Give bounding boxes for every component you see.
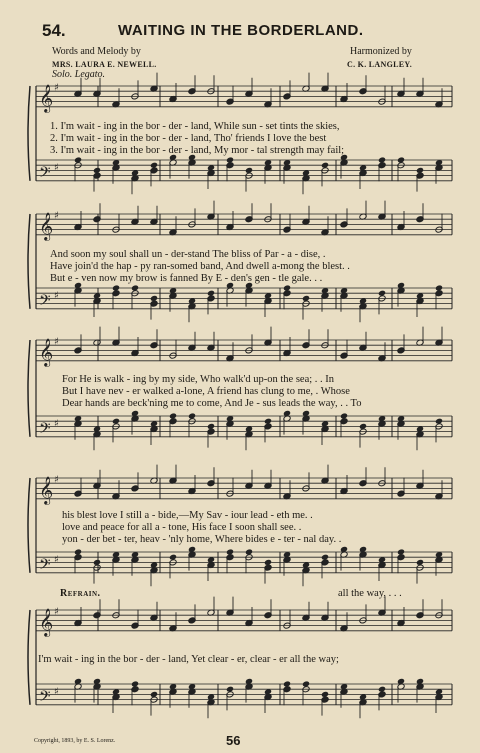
svg-text:𝄞: 𝄞 <box>39 337 54 366</box>
svg-text:𝄞: 𝄞 <box>39 475 54 504</box>
lyric-line: But I have nev - er walked a-lone, A friend has clung to me, . Whose <box>62 386 350 397</box>
svg-text:♯: ♯ <box>54 418 59 430</box>
lyric-line: 1. I'm wait - ing in the bor - der - land, While sun - set tints the skies, <box>50 121 340 132</box>
svg-text:♯: ♯ <box>54 554 59 566</box>
svg-text:♯: ♯ <box>54 686 59 698</box>
refrain-label: Refrain. <box>60 588 101 599</box>
author-name: MRS. LAURA E. NEWELL. <box>52 60 157 69</box>
lyric-line: love and peace for all a - tone, His face I soon shall see. . <box>62 522 302 533</box>
svg-text:𝄞: 𝄞 <box>39 607 54 636</box>
svg-text:♯: ♯ <box>54 82 59 94</box>
hymn-number: 54. <box>42 21 66 40</box>
lyric-line: And soon my soul shall un - der-stand The bliss of Par - a - dise, . <box>50 249 326 260</box>
lyric-line: For He is walk - ing by my side, Who walk'd up-on the sea; . . In <box>62 374 335 385</box>
lyric-line: Dear hands are beck'ning me to come, And Je - sus leads the way, . . To <box>62 398 362 409</box>
svg-text:𝄢: 𝄢 <box>39 291 51 313</box>
svg-text:♯: ♯ <box>54 474 59 486</box>
lyric-line: But e - ven now my brow is fanned By E - den's gen - tle gale. . . <box>50 273 323 284</box>
lyric-line: Have join'd the hap - py ran-somed band, And dwell a-mong the blest. . <box>50 261 350 272</box>
svg-text:𝄢: 𝄢 <box>39 687 51 709</box>
svg-text:♯: ♯ <box>54 162 59 174</box>
arranger-name: C. K. LANGLEY. <box>347 60 413 69</box>
svg-text:𝄢: 𝄢 <box>39 163 51 185</box>
svg-text:♯: ♯ <box>54 290 59 302</box>
tempo-direction: Solo. Legato. <box>52 69 106 80</box>
copyright-notice: Copyright, 1893, by E. S. Lorenz. <box>34 738 116 744</box>
svg-text:𝄢: 𝄢 <box>39 419 51 441</box>
svg-text:𝄢: 𝄢 <box>39 555 51 577</box>
harmony-label: Harmonized by <box>350 46 412 57</box>
svg-text:𝄞: 𝄞 <box>39 211 54 240</box>
lyric-line: his blest love I still a - bide,—My Sav - iour lead - eth me. . <box>62 510 313 521</box>
words-label: Words and Melody by <box>52 46 141 57</box>
refrain-echo-text: all the way, . . . <box>338 588 402 599</box>
svg-text:♯: ♯ <box>54 336 59 348</box>
svg-text:♯: ♯ <box>54 210 59 222</box>
lyric-line: yon - der bet - ter, heav - 'nly home, Where bides e - ter - nal day. . <box>62 534 342 545</box>
svg-text:♯: ♯ <box>54 606 59 618</box>
hymn-title: WAITING IN THE BORDERLAND. <box>118 22 364 39</box>
page-number: 56 <box>226 733 241 748</box>
svg-text:𝄞: 𝄞 <box>39 83 54 112</box>
lyric-line: 2. I'm wait - ing in the bor - der - land, Tho' friends I love the best <box>50 133 327 144</box>
lyric-line: 3. I'm wait - ing in the bor - der - land, My mor - tal strength may fail; <box>50 145 345 156</box>
lyric-line: I'm wait - ing in the bor - der - land, Yet clear - er, clear - er all the way; <box>38 654 339 665</box>
